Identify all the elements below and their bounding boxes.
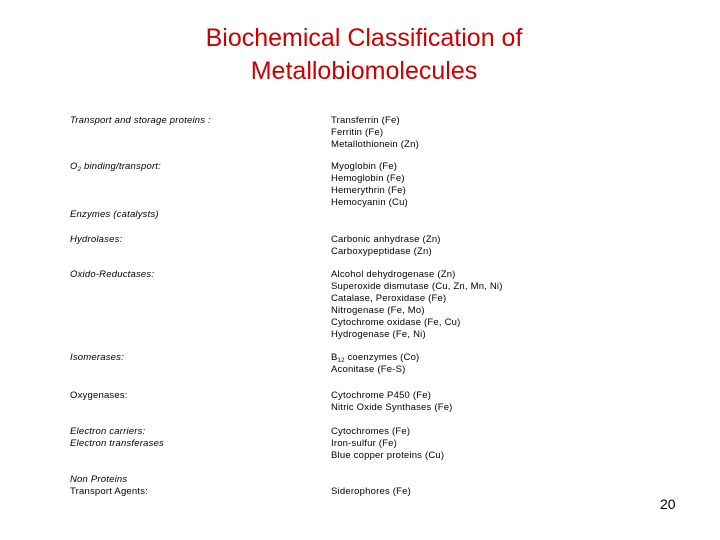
oxygenases-label: Oxygenases:: [70, 390, 128, 401]
nonproteins-label-2: Transport Agents:: [70, 486, 149, 497]
o2-label: [70, 161, 161, 173]
o2-label-rest: binding/transport:: [81, 161, 161, 172]
electron-labels: [70, 426, 164, 450]
list-item: Cytochrome oxidase (Fe, Cu): [331, 317, 461, 328]
isomerases-items: [331, 352, 419, 376]
list-item: Blue copper proteins (Cu): [331, 450, 445, 461]
o2-items: [331, 161, 408, 209]
list-item: Aconitase (Fe-S): [331, 364, 406, 375]
list-item: Carboxypeptidase (Zn): [331, 246, 432, 257]
list-item: Hemoglobin (Fe): [331, 173, 405, 184]
list-item: Nitrogenase (Fe, Mo): [331, 305, 425, 316]
electron-label-2: Electron transferases: [70, 438, 164, 449]
b12-rest: coenzymes (Co): [344, 352, 420, 363]
list-item: Nitric Oxide Synthases (Fe): [331, 402, 453, 413]
o2-label-main: O: [70, 161, 78, 172]
slide-title: [0, 22, 720, 88]
nonproteins-labels: [70, 474, 148, 498]
list-item: Cytochrome P450 (Fe): [331, 390, 432, 401]
o2-label-sub: 2: [77, 167, 82, 173]
electron-label-1: Electron carriers:: [70, 426, 146, 437]
list-item: Iron-sulfur (Fe): [331, 438, 398, 449]
enzymes-label: Enzymes (catalysts): [70, 209, 159, 220]
list-item: Superoxide dismutase (Cu, Zn, Mn, Ni): [331, 281, 503, 292]
list-item: Catalase, Peroxidase (Fe): [331, 293, 447, 304]
oxido-items: [331, 269, 503, 341]
list-item: [331, 352, 419, 364]
hydrolases-items: [331, 234, 441, 258]
title-line-2: Metallobiomolecules: [250, 57, 478, 85]
list-item: Metallothionein (Zn): [331, 139, 419, 150]
list-item: Hemocyanin (Cu): [331, 197, 408, 208]
title-line-1: Biochemical Classification of: [205, 24, 523, 52]
list-item: Cytochromes (Fe): [331, 426, 411, 437]
hydrolases-label: Hydrolases:: [70, 234, 123, 245]
b12-sub: 12: [337, 358, 345, 364]
electron-items: [331, 426, 444, 462]
oxygenases-items: [331, 390, 453, 414]
list-item: Siderophores (Fe): [331, 486, 411, 497]
transport-label: Transport and storage proteins :: [70, 115, 211, 126]
transport-items: [331, 115, 419, 151]
oxido-label: Oxido-Reductases:: [70, 269, 155, 280]
list-item: Transferrin (Fe): [331, 115, 400, 126]
nonproteins-items: [331, 486, 411, 498]
list-item: Alcohol dehydrogenase (Zn): [331, 269, 456, 280]
isomerases-label: Isomerases:: [70, 352, 124, 363]
list-item: Carbonic anhydrase (Zn): [331, 234, 441, 245]
b12-main: B: [331, 352, 338, 363]
list-item: Hemerythrin (Fe): [331, 185, 406, 196]
list-item: Ferritin (Fe): [331, 127, 384, 138]
page-number: 20: [660, 496, 676, 512]
nonproteins-label-1: Non Proteins: [70, 474, 128, 485]
list-item: Myoglobin (Fe): [331, 161, 398, 172]
list-item: Hydrogenase (Fe, Ni): [331, 329, 426, 340]
